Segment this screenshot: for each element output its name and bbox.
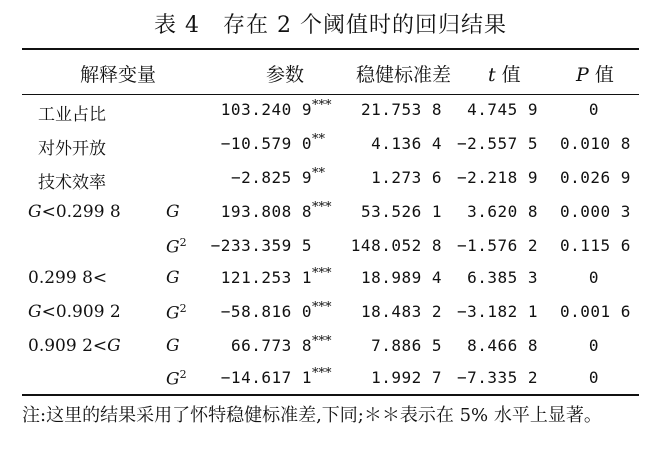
row-sub: G — [166, 268, 180, 288]
row-p: 0 — [588, 100, 600, 119]
row-sub: $G^2$ — [166, 236, 187, 258]
header-rule — [22, 94, 639, 95]
row-label: G<0.909 2 — [28, 302, 121, 322]
row-param: −10.579 0 — [220, 134, 312, 153]
row-param: 103.240 9 — [220, 100, 312, 119]
row-sub: $G^2$ — [166, 368, 187, 390]
row-significance: ** — [312, 132, 325, 147]
row-significance: *** — [312, 98, 332, 113]
row-param: −233.359 5 — [210, 236, 312, 255]
row-p: 0.000 3 — [560, 202, 631, 221]
row-param: −2.825 9 — [230, 168, 312, 187]
header-variable: 解释变量 — [80, 64, 157, 86]
row-label: 对外开放 — [38, 139, 106, 159]
header-param: 参数 — [266, 64, 305, 86]
row-label: 0.909 2<G — [28, 336, 121, 356]
row-significance: *** — [312, 300, 332, 315]
row-param: −58.816 0 — [220, 302, 312, 321]
row-label: G<0.299 8 — [28, 202, 121, 222]
row-p: 0.026 9 — [560, 168, 631, 187]
top-rule — [22, 48, 639, 50]
row-param: −14.617 1 — [220, 368, 312, 387]
row-p: 0.115 6 — [560, 236, 631, 255]
row-significance: *** — [312, 200, 332, 215]
row-robust-se: 18.483 2 — [360, 302, 442, 321]
row-t: −7.335 2 — [456, 368, 538, 387]
row-label: 工业占比 — [38, 105, 106, 125]
row-robust-se: 1.992 7 — [371, 368, 442, 387]
row-t: 6.385 3 — [467, 268, 538, 287]
header-p: P 值 — [576, 64, 614, 86]
row-significance: *** — [312, 334, 332, 349]
row-param: 121.253 1 — [220, 268, 312, 287]
row-robust-se: 7.886 5 — [371, 336, 442, 355]
row-sub: G — [166, 202, 180, 222]
row-t: −3.182 1 — [456, 302, 538, 321]
header-robust-se: 稳健标准差 — [356, 64, 452, 86]
row-robust-se: 21.753 8 — [360, 100, 442, 119]
row-label: 技术效率 — [38, 173, 106, 193]
row-sub: G — [166, 336, 180, 356]
header-t: t 值 — [488, 64, 521, 86]
row-robust-se: 1.273 6 — [371, 168, 442, 187]
row-t: −2.218 9 — [456, 168, 538, 187]
row-significance: ** — [312, 166, 325, 181]
table-note: 注:这里的结果采用了怀特稳健标准差,下同;＊＊表示在 5% 水平上显著。 — [22, 405, 602, 426]
row-t: 8.466 8 — [467, 336, 538, 355]
row-significance: *** — [312, 366, 332, 381]
bottom-rule — [22, 394, 639, 396]
row-p: 0 — [588, 268, 600, 287]
row-p: 0 — [588, 368, 600, 387]
row-t: −2.557 5 — [456, 134, 538, 153]
row-param: 193.808 8 — [220, 202, 312, 221]
row-p: 0 — [588, 336, 600, 355]
row-t: 3.620 8 — [467, 202, 538, 221]
row-t: −1.576 2 — [456, 236, 538, 255]
row-label: 0.299 8< — [28, 268, 108, 288]
row-p: 0.001 6 — [560, 302, 631, 321]
row-robust-se: 18.989 4 — [360, 268, 442, 287]
row-sub: $G^2$ — [166, 302, 187, 324]
row-t: 4.745 9 — [467, 100, 538, 119]
row-robust-se: 53.526 1 — [360, 202, 442, 221]
table-title: 表 4 存在 2 个阈值时的回归结果 — [154, 13, 507, 38]
row-p: 0.010 8 — [560, 134, 631, 153]
row-param: 66.773 8 — [230, 336, 312, 355]
row-robust-se: 148.052 8 — [350, 236, 442, 255]
row-robust-se: 4.136 4 — [371, 134, 442, 153]
row-significance: *** — [312, 266, 332, 281]
